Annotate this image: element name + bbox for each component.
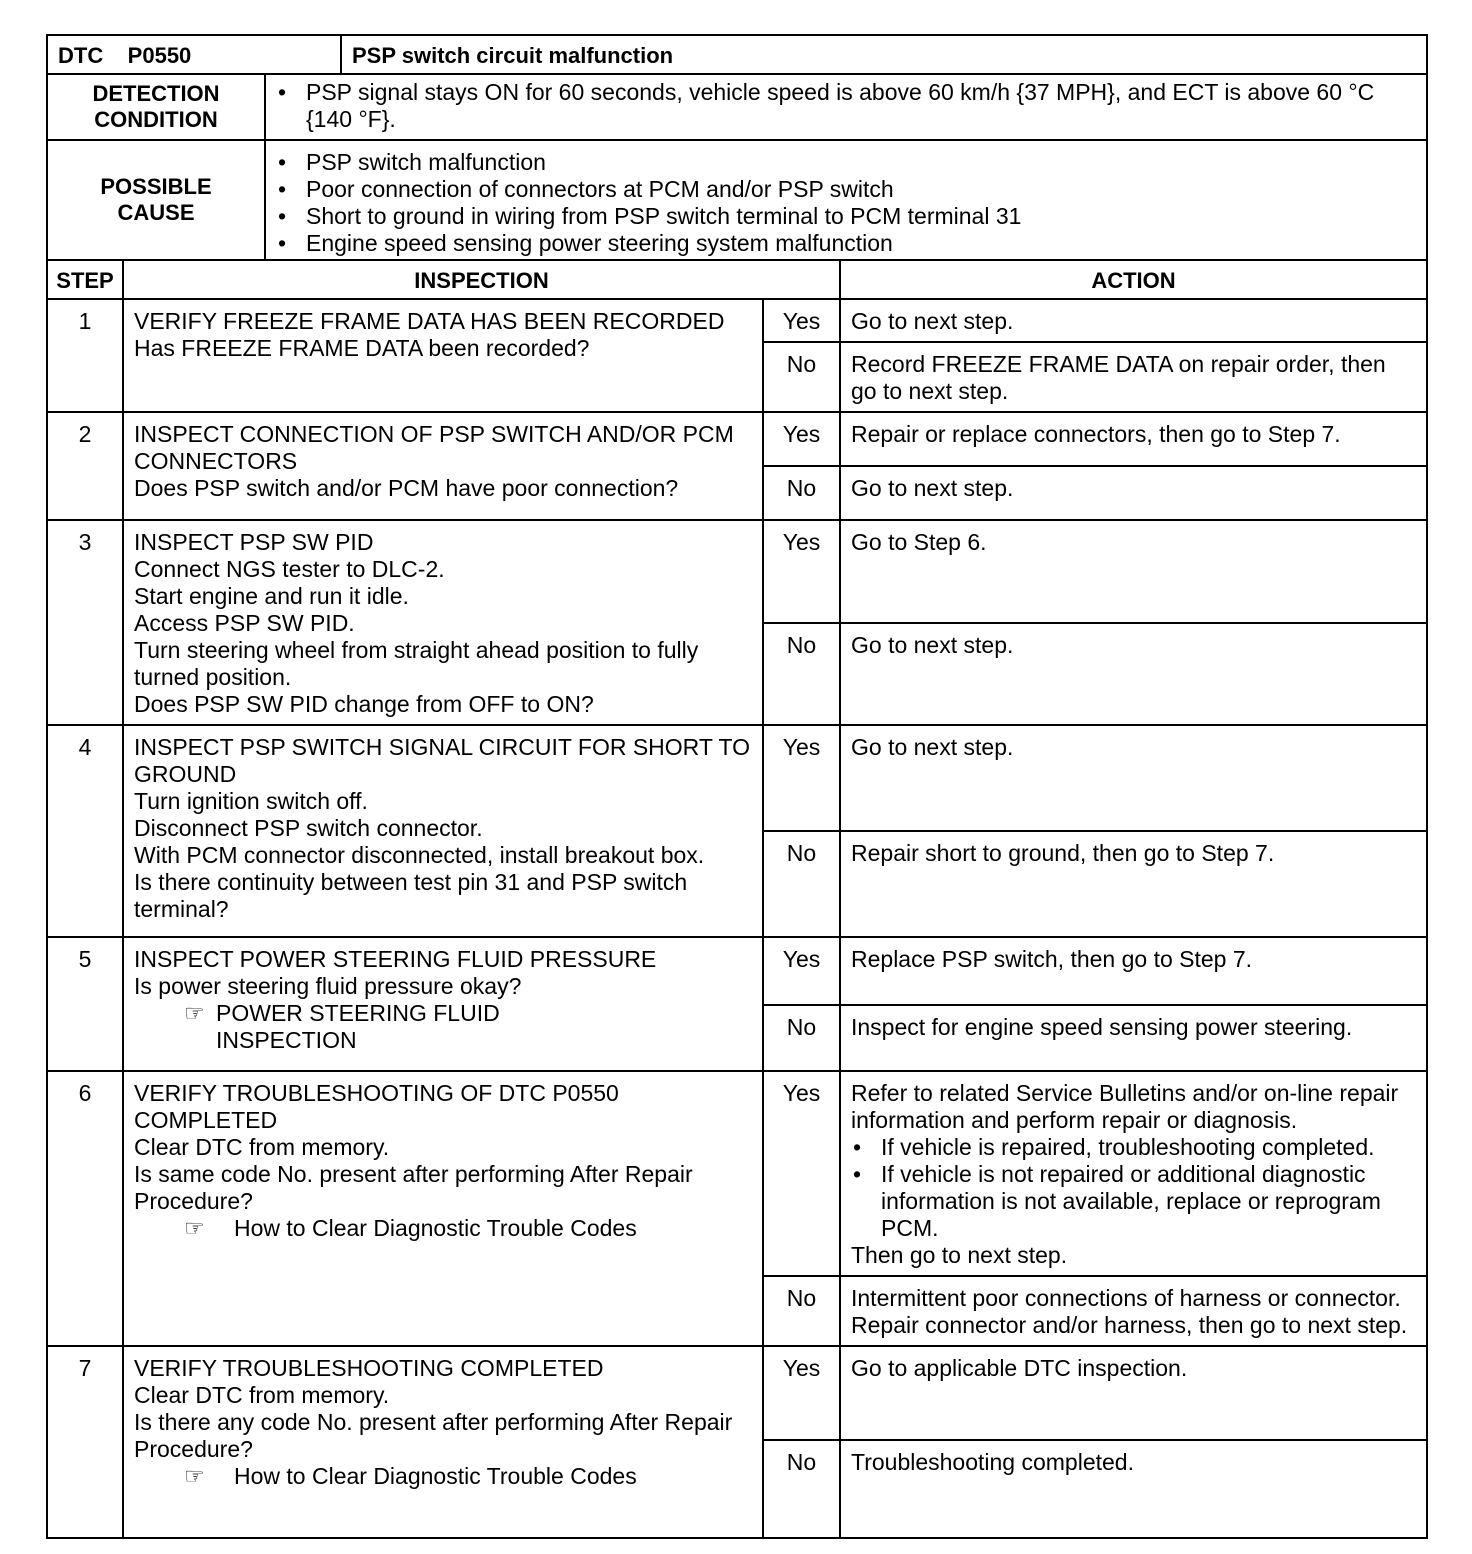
step-inspection: INSPECT POWER STEERING FLUID PRESSURE Is power steering fluid pressure okay? ☞ POWER STEERING FLUID INSPECTION: [123, 937, 763, 1071]
possible-cause-items: [265, 140, 1427, 260]
step-inspection: INSPECT PSP SWITCH SIGNAL CIRCUIT FOR SHORT TO GROUND Turn ignition switch off. Disconnect PSP switch connector. With PCM connector disconnected, install breakout box. Is there continuity between test pin 31 and PSP switch terminal?: [123, 725, 763, 937]
reference-text: How to Clear Diagnostic Trouble Codes: [234, 1463, 637, 1489]
step-inspection: INSPECT PSP SW PID Connect NGS tester to DLC-2. Start engine and run it idle. Access PSP SW PID. Turn steering wheel from straight ahead position to fully turned position. Does PSP SW PID change from OFF to ON?: [123, 520, 763, 725]
possible-cause-label: POSSIBLE CAUSE: [47, 140, 265, 260]
step-column-header: STEP: [47, 260, 123, 299]
no-action: Go to next step.: [840, 466, 1427, 520]
no-action: Go to next step.: [840, 623, 1427, 726]
column-header-row: [47, 260, 1427, 299]
detection-item: • PSP signal stays ON for 60 seconds, vehicle speed is above 60 km/h {37 MPH}, and ECT is above 60 °C {140 °F}.: [278, 79, 1416, 133]
step-2-yes-row: [47, 412, 1427, 466]
step-6-yes-row: [47, 1071, 1427, 1276]
dtc-code-cell: [47, 35, 341, 74]
dtc-document: [46, 34, 1426, 1539]
step-5-yes-row: [47, 937, 1427, 1005]
cause-item: • Poor connection of connectors at PCM and/or PSP switch: [278, 176, 1416, 203]
reference-icon: ☞: [184, 1463, 205, 1489]
yes-action: Refer to related Service Bulletins and/or on-line repair information and perform repair or diagnosis. • If vehicle is repaired, troubleshooting completed. • If vehicle is not repaired or additional diagnostic information is not available, replace or reprogram PCM. Then go to next step.: [840, 1071, 1427, 1276]
yes-label: Yes: [763, 1071, 840, 1276]
yes-action: Replace PSP switch, then go to Step 7.: [840, 937, 1427, 1005]
cause-item: • PSP switch malfunction: [278, 149, 1416, 176]
step-inspection: VERIFY FREEZE FRAME DATA HAS BEEN RECORDED Has FREEZE FRAME DATA been recorded?: [123, 299, 763, 412]
reference-link[interactable]: [134, 1463, 752, 1490]
no-action: Inspect for engine speed sensing power steering.: [840, 1005, 1427, 1071]
yes-label: Yes: [763, 520, 840, 623]
no-action: Record FREEZE FRAME DATA on repair order, then go to next step.: [840, 342, 1427, 412]
step-number: 6: [47, 1071, 123, 1346]
no-label: No: [763, 623, 840, 726]
yes-action: Go to next step.: [840, 725, 1427, 831]
cause-item: • Engine speed sensing power steering system malfunction: [278, 230, 1416, 257]
step-inspection: VERIFY TROUBLESHOOTING OF DTC P0550 COMPLETED Clear DTC from memory. Is same code No. present after performing After Repair Procedure? ☞ How to Clear Diagnostic Trouble Codes: [123, 1071, 763, 1346]
yes-label: Yes: [763, 937, 840, 1005]
reference-link[interactable]: [134, 1215, 752, 1242]
step-number: 7: [47, 1346, 123, 1538]
action-column-header: ACTION: [840, 260, 1427, 299]
possible-cause-row: [47, 140, 1427, 260]
no-label: No: [763, 342, 840, 412]
no-label: No: [763, 1276, 840, 1346]
dtc-title: PSP switch circuit malfunction: [341, 35, 1427, 74]
inspection-column-header: INSPECTION: [123, 260, 840, 299]
yes-action: Go to next step.: [840, 299, 1427, 342]
step-3-yes-row: [47, 520, 1427, 623]
yes-label: Yes: [763, 725, 840, 831]
step-number: 5: [47, 937, 123, 1071]
yes-label: Yes: [763, 299, 840, 342]
yes-action: Go to applicable DTC inspection.: [840, 1346, 1427, 1440]
dtc-table: [46, 34, 1428, 1539]
reference-icon: ☞: [184, 1000, 205, 1026]
dtc-code: P0550: [127, 43, 192, 68]
step-inspection: INSPECT CONNECTION OF PSP SWITCH AND/OR PCM CONNECTORS Does PSP switch and/or PCM have poor connection?: [123, 412, 763, 520]
yes-action: Repair or replace connectors, then go to Step 7.: [840, 412, 1427, 466]
step-number: 2: [47, 412, 123, 520]
step-number: 3: [47, 520, 123, 725]
no-label: No: [763, 1005, 840, 1071]
step-inspection: VERIFY TROUBLESHOOTING COMPLETED Clear DTC from memory. Is there any code No. present after performing After Repair Procedure? ☞ How to Clear Diagnostic Trouble Codes: [123, 1346, 763, 1538]
reference-icon: ☞: [184, 1215, 205, 1241]
step-7-yes-row: [47, 1346, 1427, 1440]
header-row: [47, 35, 1427, 74]
no-label: No: [763, 1440, 840, 1538]
yes-label: Yes: [763, 1346, 840, 1440]
yes-label: Yes: [763, 412, 840, 466]
detection-row: [47, 74, 1427, 140]
no-label: No: [763, 831, 840, 937]
no-label: No: [763, 466, 840, 520]
detection-items: [265, 74, 1427, 140]
cause-item: • Short to ground in wiring from PSP switch terminal to PCM terminal 31: [278, 203, 1416, 230]
step-number: 4: [47, 725, 123, 937]
dtc-label: DTC: [58, 43, 104, 68]
no-action: Troubleshooting completed.: [840, 1440, 1427, 1538]
yes-action: Go to Step 6.: [840, 520, 1427, 623]
step-1-yes-row: [47, 299, 1427, 342]
step-number: 1: [47, 299, 123, 412]
reference-link[interactable]: [134, 1000, 752, 1054]
no-action: Repair short to ground, then go to Step 7.: [840, 831, 1427, 937]
step-4-yes-row: [47, 725, 1427, 831]
reference-text: POWER STEERING FLUID INSPECTION: [216, 1000, 500, 1053]
detection-label: DETECTION CONDITION: [47, 74, 265, 140]
reference-text: How to Clear Diagnostic Trouble Codes: [234, 1215, 637, 1241]
no-action: Intermittent poor connections of harness or connector. Repair connector and/or harness, then go to next step.: [840, 1276, 1427, 1346]
